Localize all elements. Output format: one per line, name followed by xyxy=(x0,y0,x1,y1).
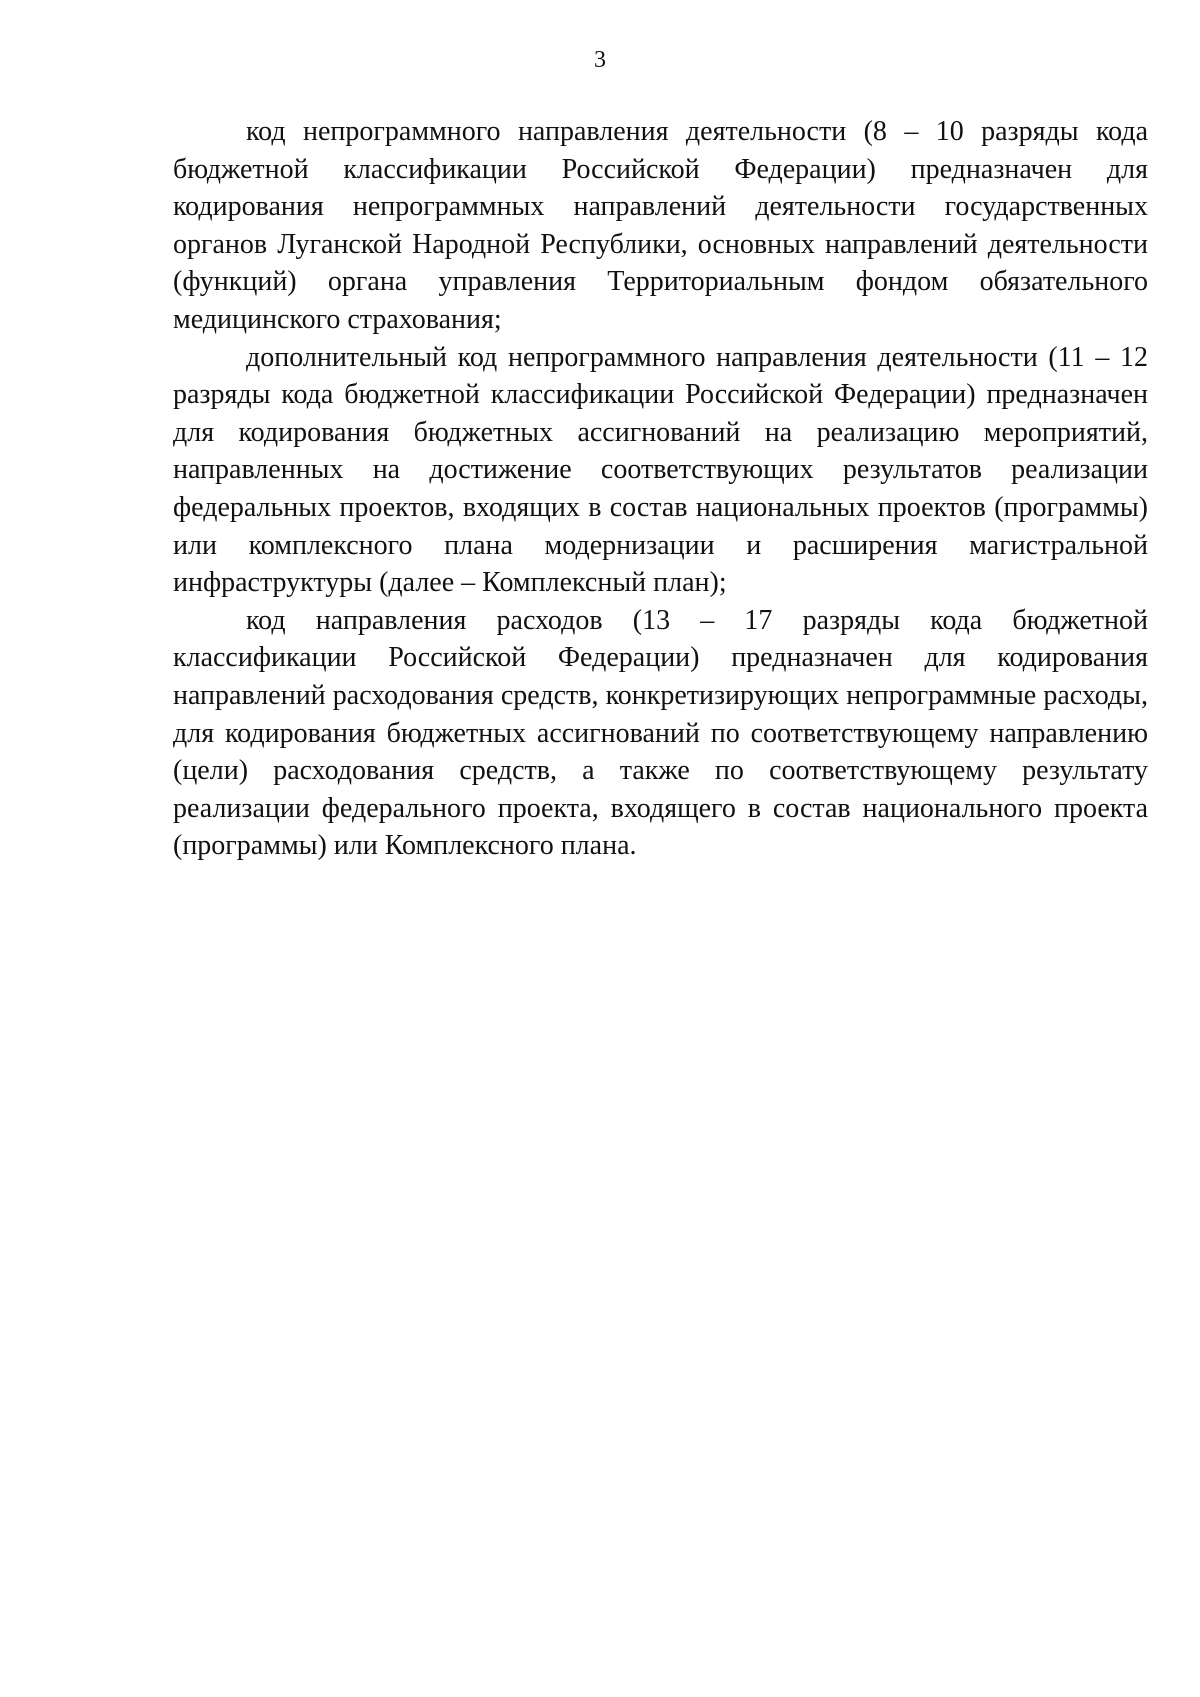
page-number: 3 xyxy=(594,47,606,73)
paragraph-nonprogram-code: код непрограммного направления деятельности (8 – 10 разряды кода бюджетной классификации Российской Федерации) предназначен для кодирования непрограммных направлений деятельности государственных органов Луганской Народной Республики, основных направлений деятельности (функций) органа управления Территориальным фондом обязательного медицинского страхования; xyxy=(173,116,1148,335)
paragraph-expense-direction-code: код направления расходов (13 – 17 разряды кода бюджетной классификации Российской Федерации) предназначен для кодирования направлений расходования средств, конкретизирующих непрограммные расходы, для кодирования бюджетных ассигнований по соответствующему направлению (цели) расходования средств, а также по соответствующему результату реализации федерального проекта, входящего в состав национального проекта (программы) или Комплексного плана. xyxy=(173,604,1148,862)
document-body xyxy=(173,113,1148,865)
paragraph-additional-nonprogram-code: дополнительный код непрограммного направления деятельности (11 – 12 разряды кода бюджетной классификации Российской Федерации) предназначен для кодирования бюджетных ассигнований на реализацию мероприятий, направленных на достижение соответствующих результатов реализации федеральных проектов, входящих в состав национальных проектов (программы) или комплексного плана модернизации и расширения магистральной инфраструктуры (далее – Комплексный план); xyxy=(173,341,1148,599)
